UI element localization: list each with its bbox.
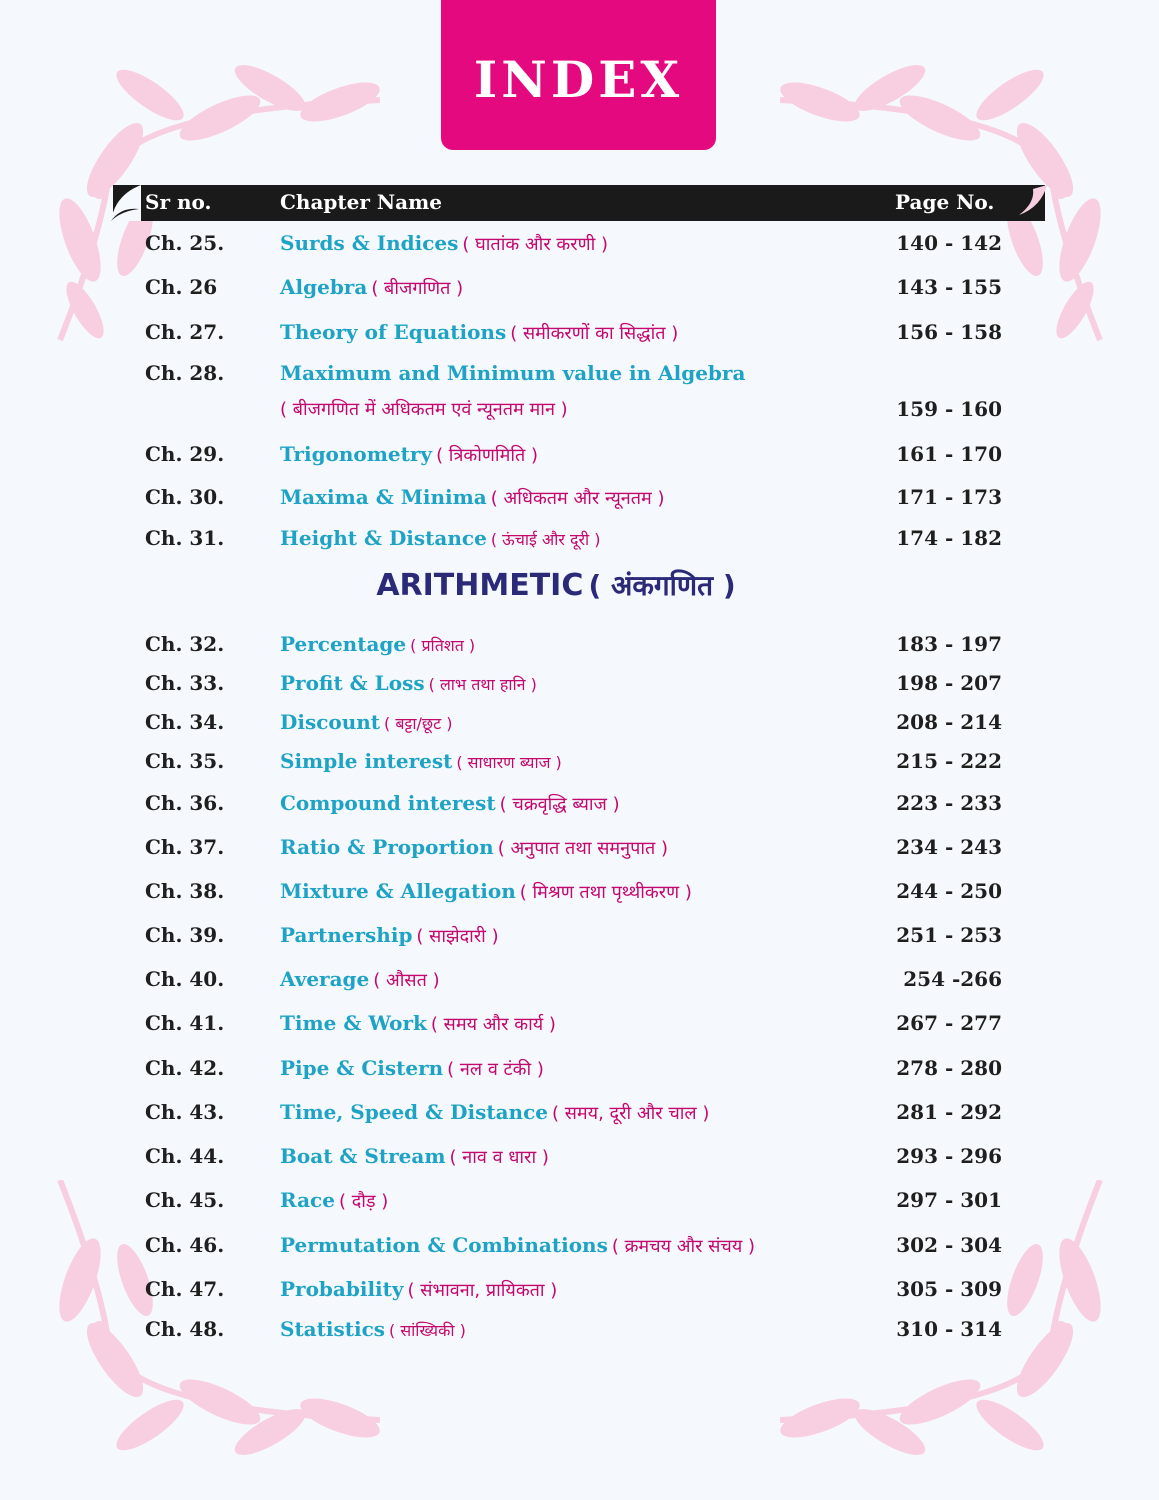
chapter-title-en: Time, Speed & Distance <box>280 1100 548 1124</box>
table-row <box>0 1188 1159 1218</box>
chapter-title-en: Probability <box>280 1277 404 1301</box>
chapter-title-hi: ( अनुपात तथा समनुपात ) <box>497 838 669 859</box>
section-heading-arithmetic <box>0 566 1112 604</box>
chapter-number: Ch. 41. <box>145 1011 225 1035</box>
header-page-no: Page No. <box>895 190 995 214</box>
page-title: INDEX <box>473 49 684 109</box>
chapter-number: Ch. 36. <box>145 791 225 815</box>
header-sr-no: Sr no. <box>145 190 212 214</box>
chapter-title-hi: ( घातांक और करणी ) <box>462 234 609 255</box>
chapter-title-en: Compound interest <box>280 791 496 815</box>
page-range: 198 - 207 <box>896 671 1002 695</box>
chapter-number: Ch. 38. <box>145 879 225 903</box>
page-range: 234 - 243 <box>896 835 1002 859</box>
chapter-number: Ch. 40. <box>145 967 225 991</box>
table-row <box>0 1233 1159 1263</box>
page-range: 161 - 170 <box>896 442 1002 466</box>
chapter-number: Ch. 31. <box>145 526 225 550</box>
chapter-title-hi: ( साझेदारी ) <box>416 926 499 947</box>
table-row <box>0 1317 1159 1347</box>
chapter-title-hi: ( समीकरणों का सिद्धांत ) <box>510 323 679 344</box>
chapter-title-en: Simple interest <box>280 749 453 773</box>
chapter-title-en: Ratio & Proportion <box>280 835 494 859</box>
chapter-title-en: Algebra <box>280 275 368 299</box>
chapter-number: Ch. 46. <box>145 1233 225 1257</box>
page-range: 143 - 155 <box>896 275 1002 299</box>
chapter-title-hi: ( क्रमचय और संचय ) <box>611 1236 756 1257</box>
page-range: 183 - 197 <box>896 632 1002 656</box>
page-range: 140 - 142 <box>896 231 1002 255</box>
table-row <box>0 1056 1159 1086</box>
chapter-number: Ch. 37. <box>145 835 225 859</box>
table-row <box>0 1277 1159 1307</box>
table-row <box>0 320 1159 350</box>
header-right-curl <box>1015 185 1047 221</box>
table-row <box>0 632 1159 662</box>
table-row <box>0 1011 1159 1041</box>
chapter-number: Ch. 48. <box>145 1317 225 1341</box>
section-heading-en: ARITHMETIC <box>376 568 584 603</box>
chapter-title-hi: ( दौड़ ) <box>338 1191 389 1212</box>
chapter-title-en: Boat & Stream <box>280 1144 446 1168</box>
chapter-title-hi: ( साधारण ब्याज ) <box>456 753 562 772</box>
chapter-title-en: Permutation & Combinations <box>280 1233 608 1257</box>
chapter-title-hi: ( बट्टा/छूट ) <box>384 714 453 733</box>
table-row <box>0 231 1159 261</box>
page-range: 297 - 301 <box>896 1188 1002 1212</box>
chapter-title-hi: ( बीजगणित ) <box>371 278 464 299</box>
table-row <box>0 835 1159 865</box>
chapter-title-hi: ( चक्रवृद्धि ब्याज ) <box>499 794 620 815</box>
chapter-title-hi: ( औसत ) <box>373 970 440 991</box>
table-row <box>0 526 1159 556</box>
header-left-curl <box>111 185 141 221</box>
page-range: 223 - 233 <box>896 791 1002 815</box>
chapter-title-en: Maximum and Minimum value in Algebra <box>280 361 746 385</box>
table-row <box>0 671 1159 701</box>
page-range: 215 - 222 <box>896 749 1002 773</box>
chapter-title-hi: ( त्रिकोणमिति ) <box>436 445 538 466</box>
chapter-title-en: Mixture & Allegation <box>280 879 516 903</box>
chapter-title-hi: ( समय, दूरी और चाल ) <box>551 1103 710 1124</box>
chapter-title-en: Partnership <box>280 923 413 947</box>
chapter-title-en: Statistics <box>280 1317 386 1341</box>
chapter-title-en: Average <box>280 967 370 991</box>
chapter-title-en: Surds & Indices <box>280 231 459 255</box>
page-range: 159 - 160 <box>896 397 1002 421</box>
page-range: 302 - 304 <box>896 1233 1002 1257</box>
page-range: 278 - 280 <box>896 1056 1002 1080</box>
chapter-title-hi: ( अधिकतम और न्यूनतम ) <box>490 488 665 509</box>
section-heading-hi: ( अंकगणित ) <box>588 569 736 602</box>
table-row <box>0 879 1159 909</box>
chapter-number: Ch. 42. <box>145 1056 225 1080</box>
chapter-title-en: Theory of Equations <box>280 320 507 344</box>
page-range: 305 - 309 <box>896 1277 1002 1301</box>
chapter-title-en: Percentage <box>280 632 407 656</box>
table-row <box>0 275 1159 305</box>
chapter-number: Ch. 34. <box>145 710 225 734</box>
chapter-number: Ch. 33. <box>145 671 225 695</box>
chapter-number: Ch. 43. <box>145 1100 225 1124</box>
chapter-title-en: Pipe & Cistern <box>280 1056 444 1080</box>
table-row <box>0 1144 1159 1174</box>
table-row <box>0 749 1159 779</box>
header-chapter-name: Chapter Name <box>280 190 442 214</box>
page-range: 174 - 182 <box>896 526 1002 550</box>
chapter-number: Ch. 25. <box>145 231 225 255</box>
page-range: 171 - 173 <box>896 485 1002 509</box>
table-row <box>0 791 1159 821</box>
chapter-number: Ch. 27. <box>145 320 225 344</box>
page-range: 293 - 296 <box>896 1144 1002 1168</box>
table-row <box>0 967 1159 997</box>
table-row <box>0 923 1159 953</box>
table-header-bar <box>113 185 1045 221</box>
chapter-title-hi: ( बीजगणित में अधिकतम एवं न्यूनतम मान ) <box>280 399 568 420</box>
page-range: 244 - 250 <box>896 879 1002 903</box>
chapter-title-hi: ( ऊंचाई और दूरी ) <box>490 530 601 549</box>
table-row <box>0 710 1159 740</box>
chapter-title-en: Race <box>280 1188 335 1212</box>
page-range: 267 - 277 <box>896 1011 1002 1035</box>
page-range: 208 - 214 <box>896 710 1002 734</box>
chapter-title-en: Maxima & Minima <box>280 485 487 509</box>
chapter-title-hi: ( प्रतिशत ) <box>410 636 476 655</box>
chapter-number: Ch. 30. <box>145 485 225 509</box>
chapter-number: Ch. 47. <box>145 1277 225 1301</box>
chapter-number: Ch. 39. <box>145 923 225 947</box>
chapter-title-en: Height & Distance <box>280 526 487 550</box>
page-range: 310 - 314 <box>896 1317 1002 1341</box>
chapter-number: Ch. 28. <box>145 361 225 385</box>
page-range: 254 -266 <box>903 967 1002 991</box>
chapter-number: Ch. 45. <box>145 1188 225 1212</box>
chapter-title-hi: ( लाभ तथा हानि ) <box>428 675 537 694</box>
chapter-number: Ch. 29. <box>145 442 225 466</box>
chapter-number: Ch. 35. <box>145 749 225 773</box>
table-row <box>0 1100 1159 1130</box>
chapter-number: Ch. 32. <box>145 632 225 656</box>
chapter-title-en: Time & Work <box>280 1011 427 1035</box>
table-row <box>0 485 1159 515</box>
chapter-title-hi: ( नाव व धारा ) <box>449 1147 549 1168</box>
chapter-title-hi: ( सांख्यिकी ) <box>389 1321 466 1340</box>
table-row <box>0 361 1159 431</box>
chapter-title-hi: ( समय और कार्य ) <box>430 1014 556 1035</box>
chapter-title-en: Trigonometry <box>280 442 433 466</box>
chapter-title-hi: ( संभावना, प्रायिकता ) <box>407 1280 558 1301</box>
index-title-tab <box>441 0 716 150</box>
chapter-title-en: Profit & Loss <box>280 671 425 695</box>
table-row <box>0 442 1159 472</box>
chapter-number: Ch. 44. <box>145 1144 225 1168</box>
page-range: 281 - 292 <box>896 1100 1002 1124</box>
chapter-title-hi: ( नल व टंकी ) <box>447 1059 544 1080</box>
page-range: 251 - 253 <box>896 923 1002 947</box>
chapter-title-en: Discount <box>280 710 381 734</box>
chapter-title-hi: ( मिश्रण तथा पृथ्थीकरण ) <box>519 882 692 903</box>
page-range: 156 - 158 <box>896 320 1002 344</box>
chapter-number: Ch. 26 <box>145 275 218 299</box>
